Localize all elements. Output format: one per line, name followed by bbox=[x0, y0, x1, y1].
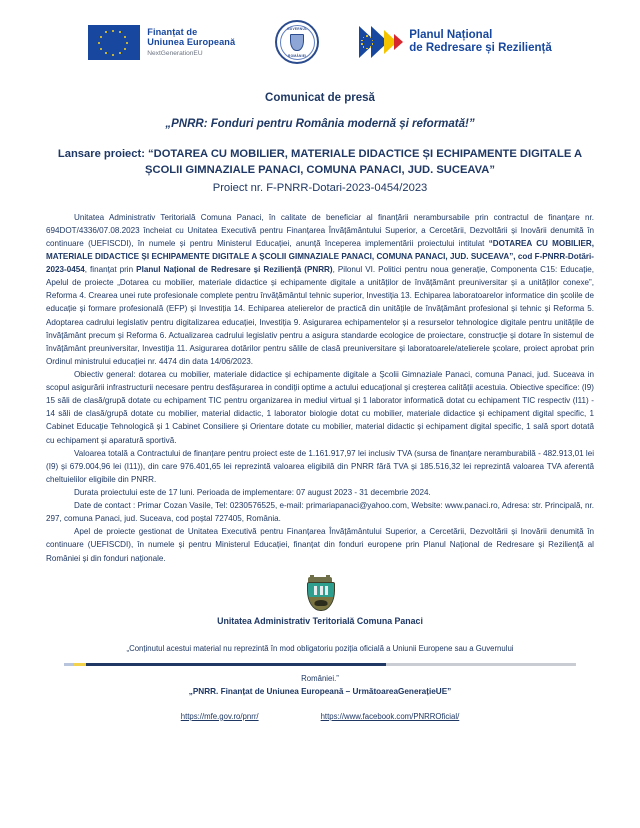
footer-link-mfe[interactable]: https://mfe.gov.ro/pnrr/ bbox=[180, 711, 259, 721]
eu-logo-line3: NextGenerationEU bbox=[147, 49, 203, 57]
footer-link-facebook[interactable]: https://www.facebook.com/PNRROficial/ bbox=[320, 711, 460, 721]
project-number: Proiect nr. F-PNRR-Dotari-2023-0454/2023 bbox=[212, 182, 428, 195]
footer-disclaimer-line1: „Conținutul acestui material nu reprezintă în mod obligatoriu poziția oficială a Uniunii Europene sau a Guvernului bbox=[126, 643, 514, 653]
pnrr-logo-text bbox=[409, 29, 552, 56]
eu-logo-line2: Uniunea Europeană bbox=[147, 37, 236, 48]
paragraph-managing-authority: Apel de proiecte gestionat de Unitatea Executivă pentru Finanțarea Învățământului Superior, a Cercetării, Dezvoltării și Inovării denumită în continuare (UEFISCDI), în numele și pentru Ministerul Educației, finanțat din fonduri europene prin Planul Național de Redresare și Reziliență al României și din fonduri naționale. bbox=[46, 527, 594, 563]
coat-of-arms-bars bbox=[308, 586, 334, 595]
seal-shield-icon bbox=[290, 34, 304, 51]
logo-strip bbox=[0, 0, 640, 78]
footer-divider bbox=[64, 663, 576, 666]
footer-disclaimer-line2: României.” bbox=[301, 673, 339, 683]
signature-block bbox=[0, 577, 640, 626]
pnrr-logo bbox=[359, 26, 552, 58]
pnrr-logo-line1: Planul Național bbox=[409, 28, 493, 41]
page-motto: „PNRR: Fonduri pentru România modernă și reformată!” bbox=[165, 118, 475, 130]
government-of-romania-seal-icon bbox=[275, 20, 319, 64]
page-kicker: Comunicat de presă bbox=[265, 92, 375, 104]
paragraph-duration: Durata proiectului este de 17 luni. Perioada de implementare: 07 august 2023 - 31 decembrie 2024. bbox=[74, 488, 431, 497]
seal-top-text: GUVERNUL bbox=[287, 27, 308, 31]
seal-bottom-text: ROMÂNIEI bbox=[288, 54, 307, 58]
coat-of-arms-crown bbox=[308, 577, 332, 582]
footer-pnrr-statement: „PNRR. Finanțat de Uniunea Europeană – UrmătoareaGenerațieUE” bbox=[188, 686, 452, 696]
footer-block bbox=[0, 644, 640, 721]
pnrr-logo-line2: de Redresare și Reziliență bbox=[409, 42, 552, 54]
eu-logo-text bbox=[147, 27, 235, 57]
coat-of-arms-field bbox=[307, 582, 335, 611]
pnrr-arrows-icon bbox=[359, 26, 403, 58]
eu-logo-line1: Finanțat de bbox=[147, 27, 198, 38]
eu-flag-icon bbox=[88, 25, 140, 60]
body-text bbox=[0, 197, 640, 565]
page-title: Lansare proiect: “DOTAREA CU MOBILIER, MATERIALE DIDACTICE ȘI ECHIPAMENTE DIGITALE A ȘCOLII GIMNAZIALE PANACI, COMUNA PANACI, JUD. SUCEAVA” bbox=[57, 148, 583, 177]
p1-part-e: , Pilonul VI. Politici pentru noua generație, Componenta C15: Educație, Apelul de proiecte „Dotarea cu mobilier, materiale didactice și echipamente digitale a unităților de învățământ preuniversitar și a unităților conexe”, Reforma 4. Crearea unei rute profesionale complete pentru învățământul tehnic superior, Investiția 13. Echiparea laboratoarelor informatice din școlile de educație și formare profesională (EFP) și Investiția 14. Echiparea atelierelor de practică din unitățile de învățământ profesional și tehnic și Reforma 5. Adoptarea cadrului legislativ pentru digitalizarea educației, Investiția 9. Asigurarea echipamentelor și a resurselor tehnologice digitale pentru unitățile de învățământ precum și Reforma 6. Actualizarea cadrului legislativ pentru a asigura standarde ecologice de proiectare, construcție și dotare în sistemul de învățământ preuniversitar, Investiția 11. Asigurarea dotărilor pentru sălile de clasă preuniversitare și laboratoarele/atelierele școlare, proiect aprobat prin Ordinul ministrului educației nr. 4474 din data 14/06/2023. bbox=[46, 265, 594, 366]
p1-part-a: Unitatea Administrativ Teritorială Comuna Panaci, în calitate de beneficiar al finanțării nerambursabile prin contractul de finanțare nr. 694DOT/4336/07.08.2023 încheiat cu Unitatea Executivă pentru Finanțarea Învățământului Superior, a Cercetării, Dezvoltării și Inovării denumită în continuare (UEFISCDI), în numele și pentru Ministerul Educației, anunță începerea implementării proiectului intitulat bbox=[46, 212, 594, 248]
coat-of-arms-animal bbox=[315, 600, 328, 606]
paragraph-contract-value: Valoarea totală a Contractului de finanțare pentru proiect este de 1.161.917,97 lei inclusiv TVA (sursa de finanțare neramburabilă - 482.913,01 lei (I9) și 679.004,96 lei (I11)), din care 976.401,65 lei reprezintă valoarea eligibilă din PNRR fără TVA și 185.516,32 lei reprezintă valoarea TVA aferentă cheltuielilor eligibile din PNRR. bbox=[46, 448, 594, 484]
eu-funding-logo bbox=[88, 25, 235, 60]
p1-part-d-pnrr: Planul Național de Redresare și Reziliență (PNRR) bbox=[136, 265, 333, 275]
paragraph-implementation bbox=[46, 211, 594, 368]
p1-part-c: , finanțat prin bbox=[84, 265, 137, 275]
paragraph-contact-details: Date de contact : Primar Cozan Vasile, Tel: 0230576525, e-mail: primariapanaci@yahoo.com, Website: www.panaci.ro, Adresa: str. Principală, nr. 297, comuna Panaci, jud. Suceava, cod poștal 727405, România. bbox=[46, 501, 594, 524]
paragraph-general-objective: Obiectiv general: dotarea cu mobilier, materiale didactice și echipamente digitale a Școlii Gimnaziale Panaci, comuna Panaci, jud. Suceava in scopul asigurării infrastructurii necesare pentru desfășurarea in condiții optime a actului educațional și creșterea calității acestuia. Obiective specifice: (I9) 15 săli de clasă/grupă dotate cu echipament TIC pentru organizarea in mediul virtual și 1 laborator informatică dotat cu echipament TIC respectiv (I11) - 14 săli de clasă/grupă dotate cu mobilier, material didactic, 1 laborator biologie dotat cu mobilier, materiale didactice și echipament digital specific, 1 Cabinet Educație Tehnologică și 1 Cabinet Consiliere și Orientare dotate cu mobilier, material didactic și echipament digital specific, 1 sală sport dotată cu echipament și aparatură sportivă. bbox=[46, 370, 594, 445]
panaci-coat-of-arms-icon bbox=[306, 577, 334, 610]
signature-organization: Unitatea Administrativ Teritorială Comuna Panaci bbox=[217, 615, 423, 626]
footer-links bbox=[0, 712, 640, 721]
p1-part-b-project-name: “DOTAREA CU MOBILIER, MATERIALE DIDACTICE ȘI ECHIPAMENTE DIGITALE A ȘCOLII GIMNAZIALE PANACI, COMUNA PANACI, JUD. SUCEAVA”, cod F-PNRR-Dotări-2023-0454 bbox=[46, 238, 594, 275]
title-block bbox=[0, 78, 640, 197]
